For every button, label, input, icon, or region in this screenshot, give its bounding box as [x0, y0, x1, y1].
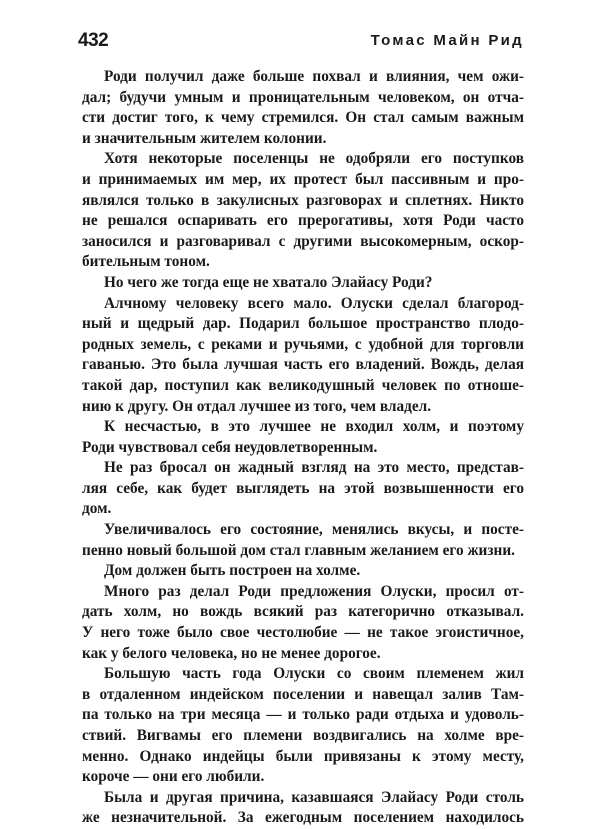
text-line: дать холм, но вождь всякий раз категорично отказывал.: [82, 603, 524, 621]
text-line: Алчному человеку всего мало. Олуски сделал благород-: [104, 294, 524, 312]
text-line: заносился и разговаривал с другими высокомерным, оскор-: [82, 232, 524, 250]
text-line: родных земель, с реками и ручьями, с удобной для торговли: [82, 335, 524, 353]
text-line: бительным тоном.: [82, 253, 210, 271]
text-line: Дом должен быть построен на холме.: [104, 562, 361, 580]
page-number: 432: [78, 30, 109, 51]
text-line: дал; будучи умным и проницательным человеком, он отча-: [82, 88, 524, 106]
text-line: Была и другая причина, казавшаяся Элайасу Роди столь: [104, 788, 524, 806]
text-line: Увеличивалось его состояние, менялись вкусы, и посте-: [104, 521, 524, 539]
text-line: дом.: [82, 500, 112, 518]
text-line: являлся только в закулисных разговорах и сплетнях. Никто: [82, 191, 524, 209]
running-head-author: Томас Майн Рид: [370, 32, 524, 49]
text-line: ный и щедрый дар. Подарил большое пространство плодо-: [82, 315, 524, 333]
body-text: [82, 67, 524, 829]
page-header: [78, 30, 524, 56]
text-line: Хотя некоторые поселенцы не одобряли его поступков: [104, 150, 524, 168]
text-line: и значительным жителем колонии.: [82, 129, 327, 147]
text-line: пенно новый большой дом стал главным желанием его жизни.: [82, 541, 515, 559]
text-line: Большую часть года Олуски со своим племенем жил: [104, 665, 524, 683]
text-line: гаванью. Это была лучшая часть его владений. Вождь, делая: [82, 356, 524, 374]
text-line: же незначительной. За ежегодным поселением находилось: [82, 809, 524, 827]
text-line: менно. Однако индейцы были привязаны к этому месту,: [82, 747, 524, 765]
text-line: Не раз бросал он жадный взгляд на это место, представ-: [104, 459, 524, 477]
text-line: нию к другу. Он отдал лучшее из того, чем владел.: [82, 397, 432, 415]
text-line: Роди чувствовал себя неудовлетворенным.: [82, 438, 378, 456]
text-line: такой дар, поступил как великодушный человек по отноше-: [82, 376, 524, 394]
text-line: не решался оспаривать его прерогативы, хотя Роди часто: [82, 212, 524, 230]
text-line: У него тоже было свое честолюбие — не такое эгоистичное,: [82, 624, 524, 642]
text-line: Но чего же тогда еще не хватало Элайасу Роди?: [104, 273, 433, 291]
text-line: сти достиг того, к чему стремился. Он стал самым важным: [82, 109, 524, 127]
text-line: как у белого человека, но не менее дорогое.: [82, 644, 381, 662]
text-line: Роди получил даже больше похвал и влияния, чем ожи-: [104, 68, 524, 85]
text-line: и принимаемых им мер, их протест был пассивным и про-: [82, 170, 524, 188]
text-line: К несчастью, в это лучшее не входил холм, и поэтому: [104, 418, 524, 436]
text-line: в отдаленном индейском поселении и навещал залив Там-: [82, 685, 524, 703]
text-line: па только на три месяца — и только ради отдыха и удоволь-: [82, 706, 524, 724]
text-line: короче — они его любили.: [82, 768, 265, 786]
text-line: ствий. Вигвамы его племени воздвигались на холме вре-: [82, 727, 524, 744]
text-line: ляя себе, как будет выглядеть на этой возвышенности его: [82, 479, 524, 497]
text-line: Много раз делал Роди предложения Олуски, просил от-: [104, 582, 524, 600]
